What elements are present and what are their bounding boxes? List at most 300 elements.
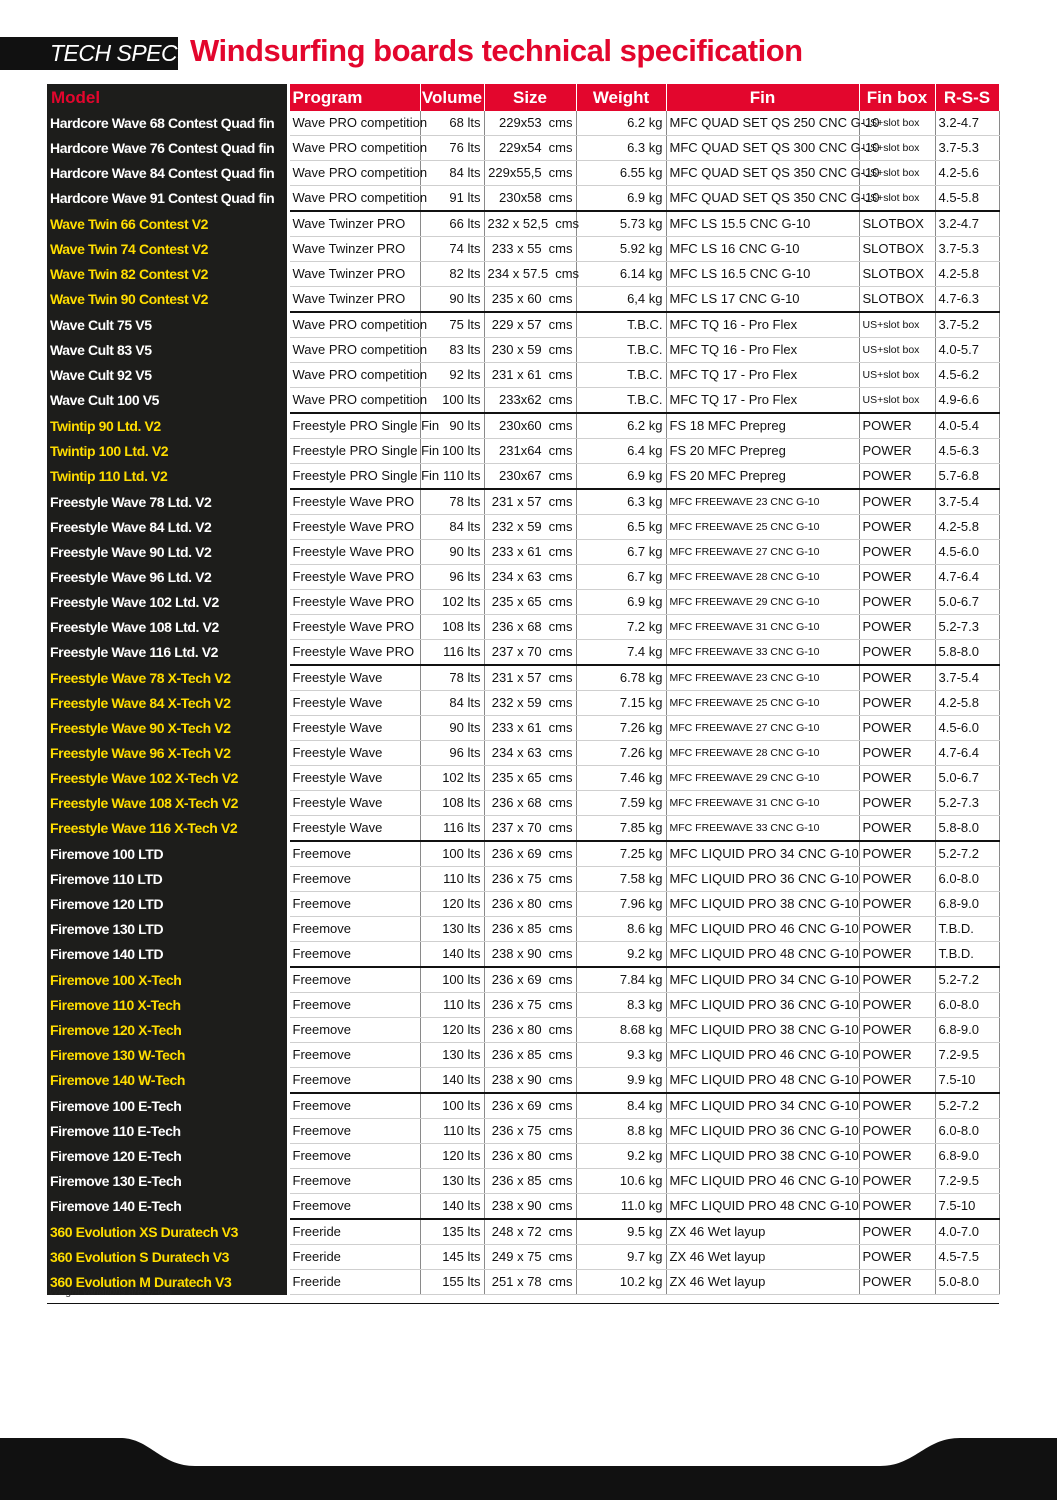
size-value: 235 x 65 [491,594,542,609]
table-row [47,1018,999,1043]
size-cell [484,287,576,313]
rss-cell: 6.8-9.0 [935,1144,999,1169]
fin-cell: MFC FREEWAVE 31 CNC G-10 [666,791,859,816]
finbox-cell: SLOTBOX [859,211,935,237]
volume-cell: 130 lts [420,1169,484,1194]
size-value: 231 x 57 [491,494,542,509]
size-value: 236 x 85 [491,1047,542,1062]
program-cell: Freestyle Wave PRO [288,489,420,515]
model-cell: Freestyle Wave 102 Ltd. V2 [47,590,288,615]
size-value: 232 x 59 [491,695,542,710]
finbox-cell: POWER [859,464,935,490]
program-cell: Freemove [288,1018,420,1043]
fin-cell: MFC LIQUID PRO 46 CNC G-10 [666,917,859,942]
size-value: 230x67 [499,468,542,483]
volume-cell: 145 lts [420,1245,484,1270]
size-cell [484,515,576,540]
model-cell: 360 Evolution XS Duratech V3 [47,1219,288,1245]
finbox-cell: SLOTBOX [859,237,935,262]
size-cell [484,741,576,766]
rss-cell: 4.5-5.8 [935,186,999,212]
size-unit: cms [548,594,573,609]
model-cell: Freestyle Wave 108 X-Tech V2 [47,791,288,816]
model-cell: Twintip 100 Ltd. V2 [47,439,288,464]
fin-cell: ZX 46 Wet layup [666,1219,859,1245]
table-row [47,211,999,237]
size-value: 230x58 [499,190,542,205]
fin-cell: MFC LS 16 CNC G-10 [666,237,859,262]
table-row [47,565,999,590]
model-cell: Freestyle Wave 90 X-Tech V2 [47,716,288,741]
model-cell: Wave Twin 74 Contest V2 [47,237,288,262]
size-value: 235 x 65 [491,770,542,785]
column-header-volume: Volume [420,84,484,111]
model-cell: Twintip 90 Ltd. V2 [47,413,288,439]
program-cell: Freemove [288,917,420,942]
weight-cell: 7.59 kg [576,791,666,816]
rss-cell: 4.0-5.4 [935,413,999,439]
program-cell: Freemove [288,867,420,892]
size-unit: cms [548,317,573,332]
program-cell: Freemove [288,967,420,993]
volume-cell: 90 lts [420,716,484,741]
size-unit: cms [548,392,573,407]
weight-cell: 9.2 kg [576,942,666,968]
program-cell: Freemove [288,942,420,968]
table-row [47,1245,999,1270]
fin-cell: MFC LS 17 CNC G-10 [666,287,859,313]
volume-cell: 130 lts [420,1043,484,1068]
size-value: 231 x 61 [491,367,542,382]
size-cell [484,892,576,917]
size-unit: cms [555,266,580,281]
weight-cell: 7.85 kg [576,816,666,842]
weight-cell: 7.96 kg [576,892,666,917]
model-cell: Hardcore Wave 76 Contest Quad fin [47,136,288,161]
size-value: 236 x 85 [491,1173,542,1188]
size-unit: cms [548,569,573,584]
finbox-cell: POWER [859,1018,935,1043]
size-cell [484,1093,576,1119]
finbox-cell: POWER [859,665,935,691]
fin-cell: MFC LIQUID PRO 48 CNC G-10 [666,1068,859,1094]
volume-cell: 100 lts [420,1093,484,1119]
size-value: 236 x 69 [491,972,542,987]
fin-cell: MFC LIQUID PRO 36 CNC G-10 [666,993,859,1018]
model-cell: Firemove 120 LTD [47,892,288,917]
rss-cell: 5.0-8.0 [935,1270,999,1295]
table-row [47,1169,999,1194]
model-cell: Freestyle Wave 84 Ltd. V2 [47,515,288,540]
table-row [47,841,999,867]
model-cell: Firemove 110 E-Tech [47,1119,288,1144]
weight-cell: 7.84 kg [576,967,666,993]
model-cell: Firemove 130 E-Tech [47,1169,288,1194]
table-row [47,312,999,338]
table-row [47,741,999,766]
size-cell [484,1043,576,1068]
size-value: 233x62 [499,392,542,407]
weight-cell: 9.3 kg [576,1043,666,1068]
size-value: 238 x 90 [491,1072,542,1087]
program-cell: Freestyle Wave PRO [288,590,420,615]
program-cell: Freemove [288,841,420,867]
fin-cell: MFC TQ 16 - Pro Flex [666,338,859,363]
program-cell: Freemove [288,1043,420,1068]
model-cell: Freestyle Wave 96 X-Tech V2 [47,741,288,766]
volume-cell: 110 lts [420,1119,484,1144]
rss-cell: 5.7-6.8 [935,464,999,490]
size-unit: cms [548,670,573,685]
fin-cell: MFC FREEWAVE 28 CNC G-10 [666,741,859,766]
program-cell: Freemove [288,1144,420,1169]
finbox-cell: POWER [859,867,935,892]
rss-cell: 4.7-6.4 [935,565,999,590]
model-cell: Wave Cult 83 V5 [47,338,288,363]
model-cell: Firemove 140 E-Tech [47,1194,288,1220]
model-cell: Freestyle Wave 96 Ltd. V2 [47,565,288,590]
program-cell: Wave PRO competition [288,186,420,212]
program-cell: Freestyle PRO Single Fin [288,413,420,439]
rss-cell: 4.5-6.0 [935,716,999,741]
volume-cell: 110 lts [420,464,484,490]
size-value: 249 x 75 [491,1249,542,1264]
size-value: 248 x 72 [491,1224,542,1239]
volume-cell: 92 lts [420,363,484,388]
volume-cell: 140 lts [420,942,484,968]
table-header-row [47,84,999,111]
size-unit: cms [548,468,573,483]
size-value: 229 x 57 [491,317,542,332]
fin-cell: MFC FREEWAVE 25 CNC G-10 [666,515,859,540]
weight-cell: 8.4 kg [576,1093,666,1119]
weight-cell: 6.9 kg [576,464,666,490]
size-unit: cms [548,1198,573,1213]
weight-cell: 10.2 kg [576,1270,666,1295]
size-unit: cms [548,165,573,180]
weight-cell: 9.7 kg [576,1245,666,1270]
rss-cell: 4.2-5.8 [935,262,999,287]
model-cell: Hardcore Wave 84 Contest Quad fin [47,161,288,186]
fin-cell: MFC LIQUID PRO 46 CNC G-10 [666,1169,859,1194]
volume-cell: 120 lts [420,1144,484,1169]
model-cell: Firemove 120 X-Tech [47,1018,288,1043]
volume-cell: 83 lts [420,338,484,363]
column-header-program: Program [288,84,420,111]
fin-cell: FS 20 MFC Prepreg [666,464,859,490]
fin-cell: MFC FREEWAVE 23 CNC G-10 [666,665,859,691]
model-cell: 360 Evolution S Duratech V3 [47,1245,288,1270]
size-unit: cms [548,820,573,835]
weight-cell: 7.58 kg [576,867,666,892]
size-cell [484,111,576,136]
volume-cell: 116 lts [420,816,484,842]
size-cell [484,363,576,388]
finbox-cell: POWER [859,1068,935,1094]
rss-cell: T.B.D. [935,942,999,968]
program-cell: Freemove [288,892,420,917]
table-row [47,338,999,363]
size-cell [484,590,576,615]
rss-cell: 5.2-7.2 [935,967,999,993]
finbox-cell: POWER [859,1194,935,1220]
finbox-cell: POWER [859,413,935,439]
size-value: 237 x 70 [491,644,542,659]
volume-cell: 90 lts [420,287,484,313]
fin-cell: MFC FREEWAVE 33 CNC G-10 [666,816,859,842]
weight-cell: 7.25 kg [576,841,666,867]
finbox-cell: POWER [859,1144,935,1169]
size-unit: cms [548,720,573,735]
size-unit: cms [548,1047,573,1062]
table-row [47,590,999,615]
volume-cell: 108 lts [420,791,484,816]
rss-cell: 4.5-6.2 [935,363,999,388]
finbox-cell: POWER [859,1093,935,1119]
weight-cell: 6.78 kg [576,665,666,691]
weight-cell: 6.7 kg [576,565,666,590]
model-cell: Firemove 100 E-Tech [47,1093,288,1119]
size-cell [484,816,576,842]
finbox-cell: POWER [859,640,935,666]
fin-cell: MFC LIQUID PRO 46 CNC G-10 [666,1043,859,1068]
footer-band [0,1438,1057,1500]
finbox-cell: US+slot box [859,111,935,136]
rss-cell: 5.2-7.3 [935,615,999,640]
size-unit: cms [548,519,573,534]
table-row [47,1219,999,1245]
size-unit: cms [548,1148,573,1163]
weight-cell: 9.2 kg [576,1144,666,1169]
size-value: 238 x 90 [491,946,542,961]
table-row [47,540,999,565]
size-unit: cms [548,1249,573,1264]
weight-cell: 6.3 kg [576,136,666,161]
program-cell: Wave PRO competition [288,111,420,136]
model-cell: Hardcore Wave 91 Contest Quad fin [47,186,288,212]
model-cell: 360 Evolution M Duratech V3 [47,1270,288,1295]
model-cell: Freestyle Wave 78 Ltd. V2 [47,489,288,515]
fin-cell: MFC QUAD SET QS 350 CNC G-10 [666,186,859,212]
rss-cell: 4.0-5.7 [935,338,999,363]
finbox-cell: POWER [859,615,935,640]
size-cell [484,967,576,993]
weight-cell: 8.3 kg [576,993,666,1018]
size-cell [484,1169,576,1194]
volume-cell: 96 lts [420,741,484,766]
size-cell [484,640,576,666]
rss-cell: T.B.D. [935,917,999,942]
model-cell: Twintip 110 Ltd. V2 [47,464,288,490]
size-cell [484,1245,576,1270]
volume-cell: 90 lts [420,413,484,439]
column-header-fin: Fin [666,84,859,111]
rss-cell: 6.0-8.0 [935,1119,999,1144]
rss-cell: 4.0-7.0 [935,1219,999,1245]
fin-cell: MFC LIQUID PRO 38 CNC G-10 [666,1144,859,1169]
model-cell: Firemove 100 X-Tech [47,967,288,993]
program-cell: Wave Twinzer PRO [288,211,420,237]
column-header-model: Model [47,84,288,111]
fin-cell: MFC FREEWAVE 33 CNC G-10 [666,640,859,666]
model-cell: Firemove 110 X-Tech [47,993,288,1018]
program-cell: Freestyle Wave [288,741,420,766]
table-row [47,716,999,741]
size-unit: cms [548,1098,573,1113]
finbox-cell: POWER [859,993,935,1018]
size-unit: cms [548,190,573,205]
rss-cell: 6.0-8.0 [935,867,999,892]
size-unit: cms [548,1224,573,1239]
weight-cell: 6.2 kg [576,413,666,439]
model-cell: Firemove 140 LTD [47,942,288,968]
fin-cell: ZX 46 Wet layup [666,1270,859,1295]
model-cell: Wave Twin 90 Contest V2 [47,287,288,313]
volume-cell: 108 lts [420,615,484,640]
fin-cell: MFC FREEWAVE 31 CNC G-10 [666,615,859,640]
finbox-cell: POWER [859,942,935,968]
volume-cell: 110 lts [420,867,484,892]
size-value: 231x64 [499,443,542,458]
size-unit: cms [548,896,573,911]
size-unit: cms [548,997,573,1012]
table-row [47,615,999,640]
fin-cell: MFC LIQUID PRO 38 CNC G-10 [666,892,859,917]
size-value: 234 x 63 [491,569,542,584]
model-cell: Freestyle Wave 108 Ltd. V2 [47,615,288,640]
weight-cell: 10.6 kg [576,1169,666,1194]
table-row [47,942,999,968]
fin-cell: MFC FREEWAVE 29 CNC G-10 [666,590,859,615]
fin-cell: MFC LIQUID PRO 36 CNC G-10 [666,867,859,892]
rss-cell: 5.8-8.0 [935,816,999,842]
volume-cell: 140 lts [420,1194,484,1220]
table-row [47,388,999,414]
size-cell [484,262,580,287]
weight-cell: T.B.C. [576,388,666,414]
volume-cell: 135 lts [420,1219,484,1245]
table-row [47,1068,999,1094]
size-cell [484,1018,576,1043]
program-cell: Freestyle Wave PRO [288,565,420,590]
table-row [47,1093,999,1119]
rss-cell: 6.0-8.0 [935,993,999,1018]
specs-table [47,84,1000,1295]
table-row [47,816,999,842]
volume-cell: 84 lts [420,691,484,716]
program-cell: Wave Twinzer PRO [288,287,420,313]
rss-cell: 5.8-8.0 [935,640,999,666]
program-cell: Wave PRO competition [288,388,420,414]
finbox-cell: SLOTBOX [859,262,935,287]
table-row [47,917,999,942]
weight-cell: 9.5 kg [576,1219,666,1245]
weight-cell: 6.5 kg [576,515,666,540]
page-title: Windsurfing boards technical specification [190,33,803,68]
model-cell: Freestyle Wave 90 Ltd. V2 [47,540,288,565]
size-unit: cms [548,418,573,433]
rss-cell: 5.0-6.7 [935,766,999,791]
table-row [47,237,999,262]
size-value: 232 x 59 [491,519,542,534]
size-unit: cms [548,619,573,634]
weight-cell: 8.8 kg [576,1119,666,1144]
size-unit: cms [548,745,573,760]
finbox-cell: POWER [859,967,935,993]
model-cell: Hardcore Wave 68 Contest Quad fin [47,111,288,136]
rss-cell: 4.5-6.0 [935,540,999,565]
finbox-cell: POWER [859,816,935,842]
size-value: 238 x 90 [491,1198,542,1213]
volume-cell: 84 lts [420,515,484,540]
size-cell [484,665,576,691]
volume-cell: 140 lts [420,1068,484,1094]
table-row [47,640,999,666]
finbox-cell: US+slot box [859,388,935,414]
size-value: 236 x 68 [491,795,542,810]
table-row [47,413,999,439]
size-unit: cms [548,846,573,861]
size-unit: cms [548,1173,573,1188]
size-cell [484,1219,576,1245]
table-row [47,766,999,791]
size-value: 230 x 59 [491,342,542,357]
program-cell: Freestyle Wave [288,791,420,816]
size-cell [484,1194,576,1220]
size-value: 236 x 69 [491,846,542,861]
fin-cell: MFC LS 16.5 CNC G-10 [666,262,859,287]
table-row [47,111,999,136]
volume-cell: 96 lts [420,565,484,590]
size-value: 236 x 80 [491,896,542,911]
program-cell: Freestyle Wave PRO [288,615,420,640]
volume-cell: 120 lts [420,1018,484,1043]
size-unit: cms [548,946,573,961]
program-cell: Freestyle PRO Single Fin [288,464,420,490]
volume-cell: 100 lts [420,841,484,867]
size-unit: cms [548,342,573,357]
table-row [47,363,999,388]
size-unit: cms [548,770,573,785]
weight-cell: 5.92 kg [576,237,666,262]
rss-cell: 7.5-10 [935,1194,999,1220]
rss-cell: 4.2-5.6 [935,161,999,186]
fin-cell: MFC QUAD SET QS 350 CNC G-10 [666,161,859,186]
program-cell: Wave PRO competition [288,338,420,363]
weight-cell: 7.46 kg [576,766,666,791]
table-row [47,1043,999,1068]
size-value: 233 x 61 [491,544,542,559]
weight-cell: 6.55 kg [576,161,666,186]
rss-cell: 7.2-9.5 [935,1169,999,1194]
program-cell: Freestyle Wave PRO [288,640,420,666]
fin-cell: MFC LIQUID PRO 38 CNC G-10 [666,1018,859,1043]
program-cell: Freemove [288,1093,420,1119]
table-row [47,1119,999,1144]
model-cell: Firemove 130 W-Tech [47,1043,288,1068]
finbox-cell: POWER [859,766,935,791]
rss-cell: 6.8-9.0 [935,892,999,917]
weight-cell: 6.2 kg [576,111,666,136]
rss-cell: 4.9-6.6 [935,388,999,414]
finbox-cell: US+slot box [859,338,935,363]
size-value: 236 x 85 [491,921,542,936]
rss-cell: 3.7-5.2 [935,312,999,338]
column-header-rss: R-S-S [935,84,999,111]
size-unit: cms [548,544,573,559]
volume-cell: 120 lts [420,892,484,917]
weight-cell: 8.6 kg [576,917,666,942]
